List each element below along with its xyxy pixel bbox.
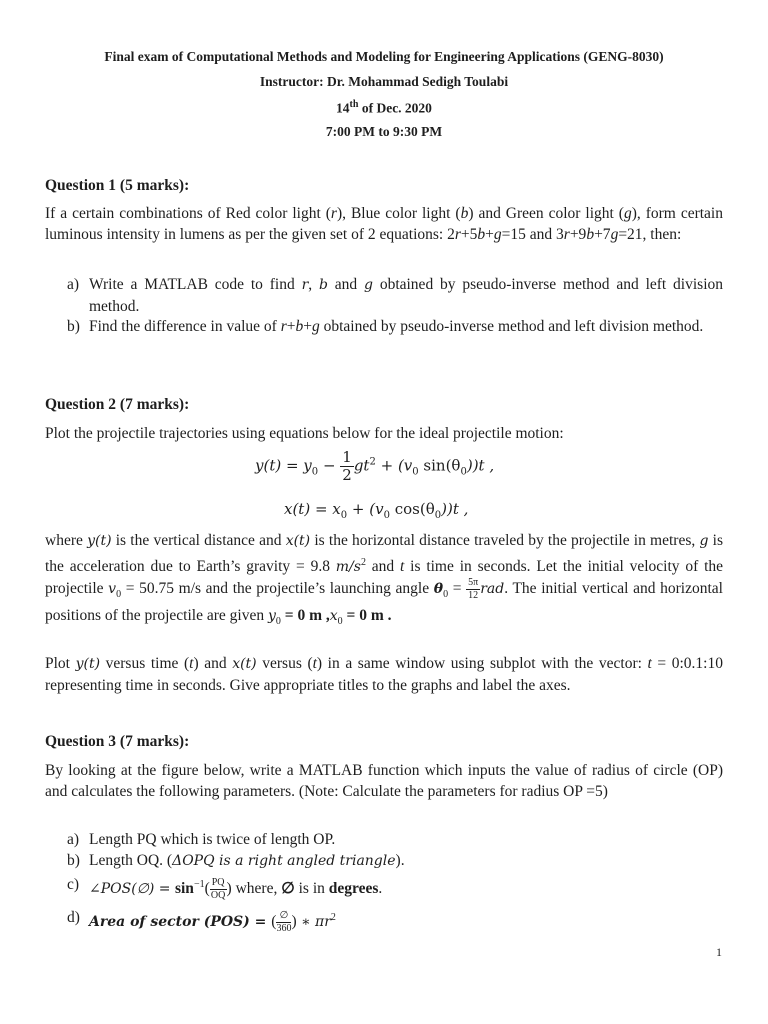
q2-heading: Question 2 (7 marks): [45, 396, 190, 413]
item-label: c) [67, 876, 80, 893]
item-text: Write a MATLAB code to find r, b and g obtained by pseudo-inverse method and left division method. [89, 276, 724, 315]
q3-item-a [67, 829, 723, 850]
q2-intro: Plot the projectile trajectories using equations below for the ideal projectile motion: [45, 425, 564, 442]
q1-intro: If a certain combinations of Red color light (r), Blue color light (b) and Green color light (g), form certain luminous intensity in lumens as per the given set of 2 equations: 2r+5b+g=15 and 3r+9b+7g=21, then: [45, 205, 723, 243]
instructor-line: Instructor: Dr. Mohammad Sedigh Toulabi [259, 74, 509, 89]
q3-heading: Question 3 (7 marks): [45, 733, 190, 750]
q2-description: where y(t) is the vertical distance and x(t) is the horizontal distance traveled by the projectile in metres, g is the acceleration due to Earth’s gravity = 9.8 $m/s^2$ and t is time in seconds. Let the initial velocity of the projectile $v_0 = 50.75$ m/s and the projectile’s launching angle $\theta_0$ = $\frac{5\pi}{12}$ rad. The initial vertical and horizontal positions of the projectile are given $y_0 = 0$ m $,x_0 = 0$ m . [45, 532, 724, 628]
q1-item-a [67, 274, 723, 317]
q3-item-b [67, 850, 723, 872]
item-label: b) [67, 852, 80, 869]
exam-date: 14th of Dec. 2020 [336, 99, 432, 116]
exam-title: Final exam of Computational Methods and Modeling for Engineering Applications (GENG-8030) [104, 49, 664, 64]
q2-instructions: Plot y(t) versus time (t) and x(t) versus (t) in a same window using subplot with the vector: t = 0:0.1:10 representing time in seconds. Give appropriate titles to the graphs and label the axes. [45, 655, 723, 694]
item-text: Length PQ which is twice of length OP. [89, 831, 336, 848]
item-label: d) [67, 909, 80, 926]
q3-item-c [67, 874, 723, 901]
equation-y: $y(t) = y_0$ − $\frac{1}{2}$ $gt^2 + (v_0$ $\sin(\theta_0))t$ , [255, 448, 495, 484]
item-label: a) [67, 831, 80, 848]
q3-intro: By looking at the figure below, write a MATLAB function which inputs the value of radius of circle (OP) and calculates the following parameters. (Note: Calculate the parameters for radius OP =5) [45, 762, 723, 800]
item-text: Find the difference in value of r+b+g obtained by pseudo-inverse method and left division method. [89, 318, 704, 335]
item-text: Area of sector (POS) = ( $\frac{\emptyset}{360}$ ) ∗ $\pi r^2$ [89, 910, 336, 935]
item-text: Length OQ. (ΔOPQ is a right angled triangle). [89, 852, 405, 869]
item-text: ∠POS(∅) = $\sin^{-1}$( $\frac{PQ}{OQ}$ ) where, ∅ is in degrees. [89, 877, 383, 902]
equation-x: $x(t) = x_0 + (v_0$ $\cos(\theta_0))t$ , [284, 500, 469, 521]
item-label: a) [67, 276, 80, 293]
q1-item-b [67, 316, 723, 337]
page-number: 1 [716, 945, 722, 959]
exam-time: 7:00 PM to 9:30 PM [325, 124, 443, 139]
q3-item-d [67, 907, 723, 934]
item-label: b) [67, 318, 80, 335]
q1-heading: Question 1 (5 marks): [45, 177, 190, 194]
